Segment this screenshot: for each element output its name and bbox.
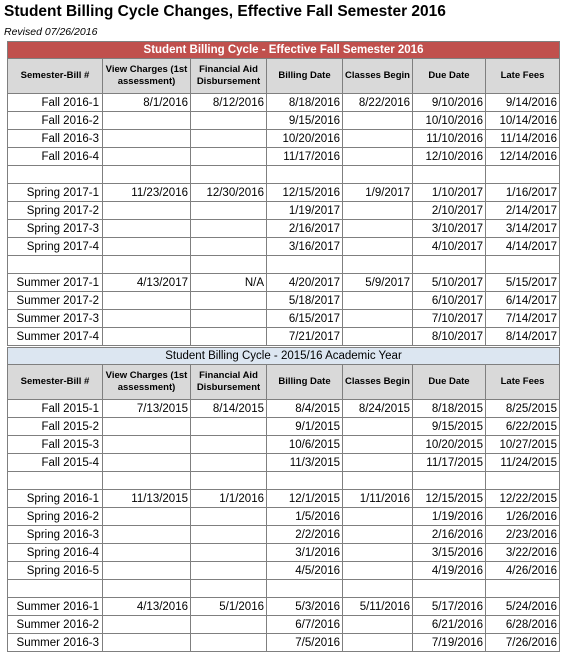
date-cell	[343, 634, 413, 652]
date-cell	[103, 436, 191, 454]
date-cell: 11/23/2016	[103, 184, 191, 202]
banner-title: Student Billing Cycle - Effective Fall Semester 2016	[8, 42, 560, 59]
date-cell	[343, 238, 413, 256]
date-cell: 7/19/2016	[413, 634, 486, 652]
empty-cell	[343, 166, 413, 184]
column-header: Semester-Bill #	[8, 59, 103, 94]
empty-cell	[413, 580, 486, 598]
column-header: Classes Begin	[343, 365, 413, 400]
empty-cell	[486, 580, 560, 598]
header-row	[8, 365, 560, 400]
date-cell: 4/26/2016	[486, 562, 560, 580]
date-cell	[343, 148, 413, 166]
date-cell: 11/24/2015	[486, 454, 560, 472]
date-cell: 12/14/2016	[486, 148, 560, 166]
date-cell	[191, 454, 267, 472]
table-row	[8, 418, 560, 436]
empty-cell	[103, 580, 191, 598]
date-cell: 5/15/2017	[486, 274, 560, 292]
date-cell	[343, 454, 413, 472]
date-cell: 8/22/2016	[343, 94, 413, 112]
semester-bill-cell: Spring 2016-2	[8, 508, 103, 526]
date-cell	[103, 634, 191, 652]
billing-table-fall-2016	[7, 41, 560, 346]
date-cell: 9/10/2016	[413, 94, 486, 112]
empty-cell	[486, 166, 560, 184]
date-cell: 3/14/2017	[486, 220, 560, 238]
date-cell: 4/10/2017	[413, 238, 486, 256]
date-cell	[191, 544, 267, 562]
date-cell: 12/15/2016	[267, 184, 343, 202]
date-cell: 8/14/2015	[191, 400, 267, 418]
table-row	[8, 436, 560, 454]
empty-cell	[343, 472, 413, 490]
semester-bill-cell: Summer 2016-1	[8, 598, 103, 616]
table-row	[8, 130, 560, 148]
date-cell: 10/10/2016	[413, 112, 486, 130]
table-banner	[8, 42, 560, 59]
date-cell: 7/10/2017	[413, 310, 486, 328]
empty-cell	[8, 166, 103, 184]
date-cell: 5/18/2017	[267, 292, 343, 310]
date-cell: 5/9/2017	[343, 274, 413, 292]
semester-bill-cell: Fall 2015-2	[8, 418, 103, 436]
date-cell: 8/1/2016	[103, 94, 191, 112]
column-header: View Charges (1st assessment)	[103, 365, 191, 400]
billing-table-2015-16	[7, 347, 560, 652]
semester-bill-cell: Spring 2016-5	[8, 562, 103, 580]
date-cell	[191, 328, 267, 346]
date-cell	[103, 526, 191, 544]
date-cell	[343, 526, 413, 544]
semester-bill-cell: Spring 2017-4	[8, 238, 103, 256]
table-row	[8, 274, 560, 292]
date-cell	[191, 508, 267, 526]
date-cell: 11/14/2016	[486, 130, 560, 148]
date-cell: 8/25/2015	[486, 400, 560, 418]
empty-cell	[267, 580, 343, 598]
date-cell	[343, 112, 413, 130]
date-cell: 1/19/2017	[267, 202, 343, 220]
date-cell: 7/26/2016	[486, 634, 560, 652]
column-header: Late Fees	[486, 59, 560, 94]
date-cell: 8/18/2015	[413, 400, 486, 418]
column-header: Semester-Bill #	[8, 365, 103, 400]
date-cell: 6/22/2015	[486, 418, 560, 436]
date-cell: 5/24/2016	[486, 598, 560, 616]
table-row	[8, 148, 560, 166]
date-cell: 9/14/2016	[486, 94, 560, 112]
date-cell	[103, 238, 191, 256]
date-cell: 12/15/2015	[413, 490, 486, 508]
date-cell: 6/10/2017	[413, 292, 486, 310]
date-cell: 7/21/2017	[267, 328, 343, 346]
date-cell: 10/6/2015	[267, 436, 343, 454]
date-cell: 2/2/2016	[267, 526, 343, 544]
date-cell	[191, 130, 267, 148]
semester-bill-cell: Fall 2016-2	[8, 112, 103, 130]
table-row	[8, 94, 560, 112]
table-row	[8, 526, 560, 544]
date-cell	[191, 634, 267, 652]
semester-bill-cell: Spring 2017-1	[8, 184, 103, 202]
date-cell	[103, 202, 191, 220]
spacer-row	[8, 472, 560, 490]
column-header: Financial Aid Disbursement	[191, 59, 267, 94]
date-cell	[191, 112, 267, 130]
date-cell: 12/22/2015	[486, 490, 560, 508]
date-cell: 7/14/2017	[486, 310, 560, 328]
table-row	[8, 454, 560, 472]
date-cell	[103, 148, 191, 166]
date-cell: 6/14/2017	[486, 292, 560, 310]
date-cell: 1/1/2016	[191, 490, 267, 508]
semester-bill-cell: Fall 2015-1	[8, 400, 103, 418]
date-cell: 6/7/2016	[267, 616, 343, 634]
semester-bill-cell: Spring 2017-2	[8, 202, 103, 220]
date-cell: 1/11/2016	[343, 490, 413, 508]
date-cell: 4/19/2016	[413, 562, 486, 580]
empty-cell	[191, 166, 267, 184]
date-cell: 2/23/2016	[486, 526, 560, 544]
date-cell: 10/20/2016	[267, 130, 343, 148]
spacer-row	[8, 580, 560, 598]
date-cell	[191, 616, 267, 634]
table-row	[8, 238, 560, 256]
date-cell: 4/14/2017	[486, 238, 560, 256]
date-cell: 5/11/2016	[343, 598, 413, 616]
date-cell	[103, 508, 191, 526]
semester-bill-cell: Summer 2017-2	[8, 292, 103, 310]
semester-bill-cell: Summer 2017-3	[8, 310, 103, 328]
table-row	[8, 544, 560, 562]
date-cell	[343, 130, 413, 148]
empty-cell	[103, 256, 191, 274]
date-cell: 1/10/2017	[413, 184, 486, 202]
date-cell	[103, 328, 191, 346]
empty-cell	[343, 256, 413, 274]
date-cell: 6/15/2017	[267, 310, 343, 328]
date-cell: 10/20/2015	[413, 436, 486, 454]
date-cell: 2/14/2017	[486, 202, 560, 220]
empty-cell	[8, 256, 103, 274]
date-cell: N/A	[191, 274, 267, 292]
semester-bill-cell: Summer 2016-3	[8, 634, 103, 652]
semester-bill-cell: Fall 2015-4	[8, 454, 103, 472]
table-row	[8, 490, 560, 508]
column-header: Billing Date	[267, 59, 343, 94]
date-cell: 5/17/2016	[413, 598, 486, 616]
date-cell: 8/12/2016	[191, 94, 267, 112]
date-cell: 11/17/2016	[267, 148, 343, 166]
date-cell	[191, 202, 267, 220]
date-cell: 6/21/2016	[413, 616, 486, 634]
date-cell: 11/13/2015	[103, 490, 191, 508]
semester-bill-cell: Fall 2016-3	[8, 130, 103, 148]
spacer-row	[8, 256, 560, 274]
empty-cell	[191, 256, 267, 274]
date-cell: 8/24/2015	[343, 400, 413, 418]
date-cell	[343, 562, 413, 580]
date-cell	[191, 148, 267, 166]
semester-bill-cell: Spring 2016-4	[8, 544, 103, 562]
table-row	[8, 634, 560, 652]
column-header: Classes Begin	[343, 59, 413, 94]
date-cell: 9/15/2015	[413, 418, 486, 436]
empty-cell	[191, 472, 267, 490]
date-cell	[103, 310, 191, 328]
date-cell: 5/1/2016	[191, 598, 267, 616]
date-cell	[343, 418, 413, 436]
date-cell	[103, 292, 191, 310]
empty-cell	[267, 166, 343, 184]
column-header: View Charges (1st assessment)	[103, 59, 191, 94]
table-row	[8, 562, 560, 580]
banner-title: Student Billing Cycle - 2015/16 Academic Year	[8, 348, 560, 365]
date-cell	[343, 544, 413, 562]
semester-bill-cell: Fall 2015-3	[8, 436, 103, 454]
date-cell	[103, 112, 191, 130]
date-cell: 4/13/2016	[103, 598, 191, 616]
date-cell	[343, 292, 413, 310]
empty-cell	[413, 472, 486, 490]
table-row	[8, 508, 560, 526]
date-cell	[191, 418, 267, 436]
header-row	[8, 59, 560, 94]
date-cell: 9/15/2016	[267, 112, 343, 130]
date-cell: 10/27/2015	[486, 436, 560, 454]
spacer-row	[8, 166, 560, 184]
empty-cell	[8, 580, 103, 598]
date-cell	[103, 616, 191, 634]
date-cell: 2/10/2017	[413, 202, 486, 220]
empty-cell	[8, 472, 103, 490]
date-cell	[191, 562, 267, 580]
date-cell	[103, 544, 191, 562]
date-cell: 4/20/2017	[267, 274, 343, 292]
empty-cell	[267, 256, 343, 274]
table-row	[8, 220, 560, 238]
table-row	[8, 310, 560, 328]
date-cell: 3/15/2016	[413, 544, 486, 562]
date-cell	[191, 238, 267, 256]
semester-bill-cell: Spring 2017-3	[8, 220, 103, 238]
empty-cell	[413, 256, 486, 274]
table-row	[8, 616, 560, 634]
semester-bill-cell: Fall 2016-4	[8, 148, 103, 166]
semester-bill-cell: Summer 2016-2	[8, 616, 103, 634]
table-row	[8, 400, 560, 418]
column-header: Late Fees	[486, 365, 560, 400]
date-cell	[343, 202, 413, 220]
table-banner	[8, 348, 560, 365]
empty-cell	[486, 472, 560, 490]
date-cell: 6/28/2016	[486, 616, 560, 634]
date-cell	[343, 436, 413, 454]
date-cell	[103, 130, 191, 148]
date-cell	[343, 310, 413, 328]
empty-cell	[191, 580, 267, 598]
date-cell: 5/10/2017	[413, 274, 486, 292]
revised-date: Revised 07/26/2016	[4, 26, 98, 38]
date-cell	[191, 310, 267, 328]
date-cell: 4/5/2016	[267, 562, 343, 580]
date-cell: 8/4/2015	[267, 400, 343, 418]
date-cell	[103, 562, 191, 580]
empty-cell	[103, 166, 191, 184]
semester-bill-cell: Fall 2016-1	[8, 94, 103, 112]
date-cell: 1/5/2016	[267, 508, 343, 526]
date-cell: 12/10/2016	[413, 148, 486, 166]
column-header: Financial Aid Disbursement	[191, 365, 267, 400]
date-cell	[343, 220, 413, 238]
date-cell: 11/10/2016	[413, 130, 486, 148]
date-cell: 2/16/2016	[413, 526, 486, 544]
semester-bill-cell: Spring 2016-3	[8, 526, 103, 544]
column-header: Due Date	[413, 365, 486, 400]
date-cell	[343, 328, 413, 346]
table-row	[8, 184, 560, 202]
date-cell: 3/22/2016	[486, 544, 560, 562]
date-cell: 4/13/2017	[103, 274, 191, 292]
empty-cell	[103, 472, 191, 490]
column-header: Billing Date	[267, 365, 343, 400]
date-cell: 11/17/2015	[413, 454, 486, 472]
empty-cell	[486, 256, 560, 274]
date-cell: 8/10/2017	[413, 328, 486, 346]
date-cell	[191, 436, 267, 454]
date-cell: 11/3/2015	[267, 454, 343, 472]
semester-bill-cell: Summer 2017-1	[8, 274, 103, 292]
date-cell	[191, 292, 267, 310]
date-cell: 12/1/2015	[267, 490, 343, 508]
date-cell	[103, 454, 191, 472]
date-cell: 7/13/2015	[103, 400, 191, 418]
empty-cell	[267, 472, 343, 490]
date-cell: 1/19/2016	[413, 508, 486, 526]
date-cell: 8/14/2017	[486, 328, 560, 346]
date-cell: 12/30/2016	[191, 184, 267, 202]
semester-bill-cell: Spring 2016-1	[8, 490, 103, 508]
date-cell: 5/3/2016	[267, 598, 343, 616]
date-cell	[343, 508, 413, 526]
date-cell: 1/26/2016	[486, 508, 560, 526]
date-cell: 3/10/2017	[413, 220, 486, 238]
date-cell: 1/16/2017	[486, 184, 560, 202]
date-cell	[343, 616, 413, 634]
document-title: Student Billing Cycle Changes, Effective Fall Semester 2016	[4, 3, 446, 20]
date-cell: 2/16/2017	[267, 220, 343, 238]
date-cell	[103, 418, 191, 436]
table-row	[8, 202, 560, 220]
date-cell: 9/1/2015	[267, 418, 343, 436]
date-cell: 3/16/2017	[267, 238, 343, 256]
date-cell: 7/5/2016	[267, 634, 343, 652]
column-header: Due Date	[413, 59, 486, 94]
table-row	[8, 598, 560, 616]
empty-cell	[343, 580, 413, 598]
date-cell	[191, 526, 267, 544]
date-cell: 8/18/2016	[267, 94, 343, 112]
date-cell: 10/14/2016	[486, 112, 560, 130]
table-row	[8, 292, 560, 310]
semester-bill-cell: Summer 2017-4	[8, 328, 103, 346]
date-cell	[103, 220, 191, 238]
table-row	[8, 112, 560, 130]
table-row	[8, 328, 560, 346]
empty-cell	[413, 166, 486, 184]
date-cell: 3/1/2016	[267, 544, 343, 562]
date-cell: 1/9/2017	[343, 184, 413, 202]
date-cell	[191, 220, 267, 238]
